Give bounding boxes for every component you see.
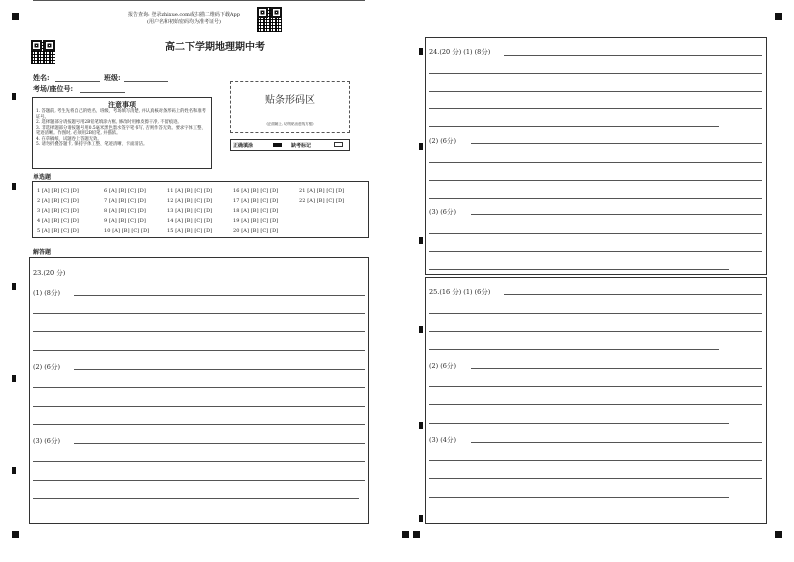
- q25-answer-box: [425, 277, 767, 524]
- q24-part2-label: (2) (6分): [429, 137, 456, 145]
- mcq-question-row[interactable]: 20 [A] [B] [C] [D]: [233, 228, 279, 234]
- missing-exam-checkbox[interactable]: [334, 142, 343, 147]
- answer-line[interactable]: [429, 251, 762, 252]
- answer-line[interactable]: [429, 180, 762, 181]
- answer-line[interactable]: [33, 498, 359, 499]
- exam-title: 高二下学期地理期中考: [165, 42, 265, 53]
- mcq-question-row[interactable]: 16 [A] [B] [C] [D]: [233, 188, 279, 194]
- answer-line[interactable]: [74, 369, 365, 370]
- timing-mark: [419, 237, 423, 244]
- mcq-question-row[interactable]: 2 [A] [B] [C] [D]: [37, 198, 79, 204]
- q25-part2-label: (2) (6分): [429, 362, 456, 370]
- timing-mark: [419, 422, 423, 429]
- alignment-mark-top-right: [775, 13, 782, 20]
- answer-line[interactable]: [471, 214, 762, 215]
- mcq-question-row[interactable]: 8 [A] [B] [C] [D]: [104, 208, 146, 214]
- mcq-question-row[interactable]: 21 [A] [B] [C] [D]: [299, 188, 345, 194]
- answer-line[interactable]: [429, 386, 762, 387]
- mcq-question-row[interactable]: 12 [A] [B] [C] [D]: [167, 198, 213, 204]
- q23-part3-label: (3) (6分): [33, 437, 60, 445]
- barcode-hint: (正面朝上, 切勿贴出虚线方框): [266, 122, 314, 126]
- q24-part3-label: (3) (6分): [429, 208, 456, 216]
- answer-line[interactable]: [33, 0, 365, 1]
- answer-line[interactable]: [471, 143, 762, 144]
- answer-line[interactable]: [429, 331, 762, 332]
- student-qr-code-icon: [31, 40, 55, 64]
- missing-exam-label: 缺考标记: [291, 143, 312, 149]
- timing-mark: [12, 467, 16, 474]
- timing-mark: [419, 48, 423, 55]
- mcq-question-row[interactable]: 14 [A] [B] [C] [D]: [167, 218, 213, 224]
- answer-line[interactable]: [429, 73, 762, 74]
- answer-line[interactable]: [429, 497, 729, 498]
- answer-line[interactable]: [471, 368, 762, 369]
- mcq-question-row[interactable]: 9 [A] [B] [C] [D]: [104, 218, 146, 224]
- mcq-question-row[interactable]: 7 [A] [B] [C] [D]: [104, 198, 146, 204]
- answer-line[interactable]: [33, 406, 365, 407]
- answer-line[interactable]: [429, 108, 762, 109]
- correct-fill-sample-icon: [273, 143, 282, 147]
- answer-line[interactable]: [429, 313, 762, 314]
- mcq-question-row[interactable]: 10 [A] [B] [C] [D]: [104, 228, 150, 234]
- alignment-mark-bottom-left: [12, 531, 19, 538]
- q23-answer-box: [29, 257, 369, 524]
- answer-line[interactable]: [74, 295, 365, 296]
- mcq-question-row[interactable]: 11 [A] [B] [C] [D]: [167, 188, 213, 194]
- answer-line[interactable]: [429, 126, 719, 127]
- mcq-question-row[interactable]: 19 [A] [B] [C] [D]: [233, 218, 279, 224]
- answer-line[interactable]: [33, 331, 365, 332]
- mcq-section-label: 单选题: [33, 174, 52, 181]
- alignment-mark-top-left: [12, 13, 19, 20]
- seat-label: 考场/座位号:: [33, 84, 74, 93]
- notes-box: [32, 97, 212, 169]
- answer-line[interactable]: [33, 387, 365, 388]
- answer-line[interactable]: [429, 233, 762, 234]
- mcq-question-row[interactable]: 15 [A] [B] [C] [D]: [167, 228, 213, 234]
- report-notice-line2: (用户名和初始密码均为准考证号): [147, 19, 221, 25]
- correct-fill-label: 正确填涂: [233, 143, 254, 149]
- fill-example-box: [230, 139, 350, 151]
- answers-section-label: 解答题: [33, 249, 52, 256]
- answer-line[interactable]: [33, 461, 365, 462]
- alignment-mark-bottom-center-left: [402, 531, 409, 538]
- seat-field[interactable]: [80, 92, 125, 93]
- notes-item: 2. 选择题部分请按题号用2B铅笔填涂方框, 修改时用橡皮擦干净, 不留痕迹。: [36, 120, 182, 125]
- answer-line[interactable]: [429, 269, 729, 270]
- mcq-question-row[interactable]: 18 [A] [B] [C] [D]: [233, 208, 279, 214]
- timing-mark: [419, 326, 423, 333]
- q25-part3-label: (3) (4分): [429, 436, 456, 444]
- answer-line[interactable]: [429, 162, 762, 163]
- barcode-title: 贴条形码区: [265, 95, 315, 106]
- answer-line[interactable]: [33, 480, 365, 481]
- notes-item: 1. 答题前, 考生先将自己的姓名、班级、考场填写清楚, 并认真核对条形码上的姓名和准考证号。: [36, 109, 206, 120]
- answer-line[interactable]: [33, 424, 365, 425]
- mcq-question-row[interactable]: 3 [A] [B] [C] [D]: [37, 208, 79, 214]
- timing-mark: [12, 375, 16, 382]
- answer-line[interactable]: [429, 460, 762, 461]
- notes-item: 3. 非选择题部分请按题号用0.5毫米黑色墨水签字笔书写, 否则作答无效。要求字体工整、笔迹清晰。作图时, 必须用2B铅笔, 并描浓。: [36, 125, 206, 136]
- mcq-question-row[interactable]: 5 [A] [B] [C] [D]: [37, 228, 79, 234]
- mcq-question-row[interactable]: 17 [A] [B] [C] [D]: [233, 198, 279, 204]
- answer-line[interactable]: [33, 350, 365, 351]
- notes-item: 4. 在草稿纸、试题卷上答题无效。: [36, 136, 102, 142]
- q23-part1-label: (1) (8分): [33, 289, 60, 297]
- answer-line[interactable]: [74, 443, 365, 444]
- name-label: 姓名:: [33, 73, 50, 82]
- answer-line[interactable]: [33, 313, 365, 314]
- mcq-question-row[interactable]: 4 [A] [B] [C] [D]: [37, 218, 79, 224]
- timing-mark: [419, 515, 423, 522]
- class-field[interactable]: [124, 81, 168, 82]
- mcq-question-row[interactable]: 13 [A] [B] [C] [D]: [167, 208, 213, 214]
- answer-line[interactable]: [429, 198, 762, 199]
- answer-line[interactable]: [504, 294, 762, 295]
- mcq-question-row[interactable]: 1 [A] [B] [C] [D]: [37, 188, 79, 194]
- answer-line[interactable]: [429, 404, 762, 405]
- q23-part2-label: (2) (6分): [33, 363, 60, 371]
- barcode-area: [230, 81, 350, 133]
- mcq-question-row[interactable]: 6 [A] [B] [C] [D]: [104, 188, 146, 194]
- answer-line[interactable]: [429, 423, 729, 424]
- alignment-mark-bottom-center-right: [413, 531, 420, 538]
- q25-title: 25.(16 分) (1) (6分): [429, 288, 491, 296]
- timing-mark: [12, 93, 16, 100]
- mcq-question-row[interactable]: 22 [A] [B] [C] [D]: [299, 198, 345, 204]
- answer-line[interactable]: [504, 55, 762, 56]
- qr-code-icon: [257, 7, 282, 32]
- answer-line[interactable]: [429, 349, 719, 350]
- timing-mark: [12, 283, 16, 290]
- q24-title: 24.(20 分) (1) (8分): [429, 48, 491, 56]
- name-field[interactable]: [55, 81, 100, 82]
- class-label: 班级:: [104, 73, 121, 82]
- notes-title: 注意事项: [108, 100, 136, 109]
- answer-line[interactable]: [471, 442, 762, 443]
- answer-line[interactable]: [429, 91, 762, 92]
- q23-title: 23.(20 分): [33, 269, 66, 277]
- report-notice-line1: 报告查询: 登录zhixue.com或扫描二维码下载App: [128, 12, 240, 18]
- answer-line[interactable]: [429, 478, 762, 479]
- alignment-mark-bottom-right: [775, 531, 782, 538]
- notes-item: 5. 请勿折叠答题卡, 保持字体工整、笔迹清晰、卡面清洁。: [36, 142, 148, 147]
- timing-mark: [12, 183, 16, 190]
- timing-mark: [419, 143, 423, 150]
